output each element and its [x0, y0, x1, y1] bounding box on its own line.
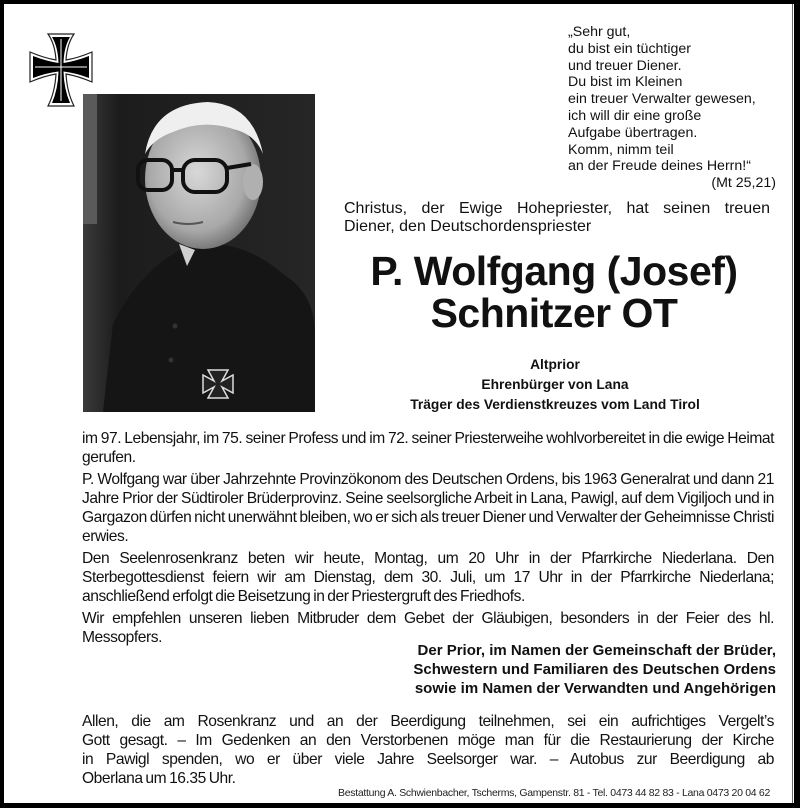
deceased-name — [334, 250, 774, 334]
signature-line: Schwestern und Familiaren des Deutschen Ordens — [413, 661, 776, 678]
thanks-line: Gott gesagt. – Im Gedenken an den Verstorbenen möge man für die Restaurierung der Kirche — [82, 732, 774, 749]
intro-text — [344, 200, 770, 236]
title-item: Altprior — [530, 357, 580, 372]
intro-line-2: Diener, den Deutschordenspriester — [344, 218, 592, 235]
name-line-2: Schnitzer OT — [430, 290, 678, 336]
funeral-home-footer: Bestattung A. Schwienbacher, Tscherms, Gampenstr. 81 - Tel. 0473 44 82 83 - Lana 0473 20 04 62 — [338, 787, 770, 799]
signature-line: Der Prior, im Namen der Gemeinschaft der Brüder, — [417, 642, 776, 659]
thanks-line: Oberlana um 16.35 Uhr. — [82, 770, 236, 787]
obituary-body — [82, 429, 774, 650]
title-item: Ehrenbürger von Lana — [481, 377, 629, 392]
quote-reference: (Mt 25,21) — [711, 175, 776, 192]
quote-line: Du bist im Kleinen — [568, 74, 683, 91]
signature-block — [356, 641, 776, 698]
quote-line: Aufgabe übertragen. — [568, 124, 698, 141]
title-item: Träger des Verdienstkreuzes vom Land Tirol — [410, 397, 700, 412]
intro-line-1: Christus, der Ewige Hohepriester, hat seinen treuen — [344, 200, 770, 217]
quote-line: Komm, nimm teil — [568, 141, 674, 158]
quote-line: „Sehr gut, — [568, 24, 631, 40]
portrait-image — [83, 94, 315, 412]
thanks-line: in Pawigl spenden, wo er über viele Jahre Seelsorger war. – Autobus zur Beerdigung ab — [82, 751, 774, 768]
frame-inner-rule — [792, 4, 793, 803]
quote-line: an der Freude deines Herrn!“ — [568, 158, 751, 175]
portrait-photo — [83, 94, 315, 412]
body-paragraph: Den Seelenrosenkranz beten wir heute, Montag, um 20 Uhr in der Pfarrkirche Niederlana. Den Sterbegottesdienst feiern wir am Dienstag, dem 30. Juli, um 17 Uhr in der Pfarrkirche Niederlana; anschließend erfolgt die Beisetzung in der Priestergruft des Friedhofs. — [82, 550, 774, 605]
body-paragraph: im 97. Lebensjahr, im 75. seiner Profess und im 72. seiner Priesterweihe wohlvorbereitet in die ewige Heimat gerufen. — [82, 430, 774, 466]
body-paragraph: P. Wolfgang war über Jahrzehnte Provinzökonom des Deutschen Ordens, bis 1963 Generalrat und dann 21 Jahre Prior der Südtiroler Brüderprovinz. Seine seelsorgliche Arbeit in Lana, Pawigl, auf dem Vigiljoch und in Gargazon dürfen nicht unerwähnt bleiben, wo er sich als treuer Diener und Verwalter der Geheimnisse Christi erwies. — [82, 471, 774, 545]
quote-line: ein treuer Verwalter gewesen, — [568, 91, 756, 108]
bible-quote — [568, 24, 780, 192]
quote-line: und treuer Diener. — [568, 57, 682, 74]
honorary-titles — [330, 355, 780, 415]
signature-line: sowie im Namen der Verwandten und Angehörigen — [414, 680, 776, 697]
thanks-line: Allen, die am Rosenkranz und an der Beerdigung teilnehmen, sei ein aufrichtiges Vergelt’s — [82, 713, 774, 730]
name-line-1: P. Wolfgang (Josef) — [370, 248, 738, 294]
thanks-paragraph — [82, 712, 774, 788]
quote-line: du bist ein tüchtiger — [568, 40, 692, 57]
quote-line: ich will dir eine große — [568, 107, 702, 124]
body-paragraph: Wir empfehlen unseren lieben Mitbruder dem Gebet der Gläubigen, besonders in der Feier des hl. Messopfers. — [82, 610, 774, 646]
